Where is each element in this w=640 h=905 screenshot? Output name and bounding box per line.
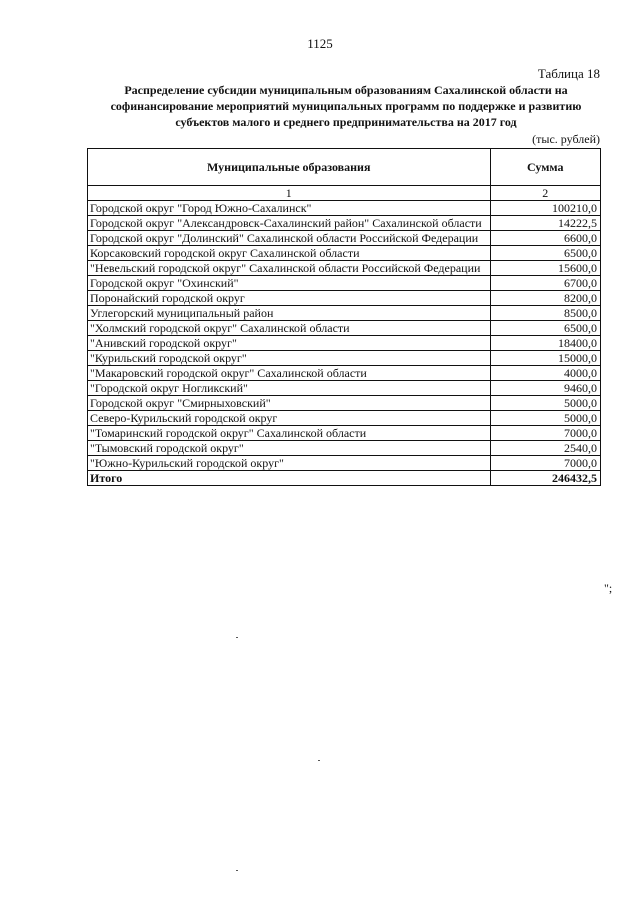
row-municipality: Северо-Курильский городской округ xyxy=(88,411,491,426)
column-number-row xyxy=(88,186,601,201)
row-municipality: Городской округ "Город Южно-Сахалинск" xyxy=(88,201,491,216)
table-row xyxy=(88,396,601,411)
row-amount: 6500,0 xyxy=(491,321,601,336)
row-amount: 6500,0 xyxy=(491,246,601,261)
row-amount: 7000,0 xyxy=(491,456,601,471)
table-row xyxy=(88,411,601,426)
row-amount: 5000,0 xyxy=(491,396,601,411)
row-municipality: Городской округ "Охинский" xyxy=(88,276,491,291)
subsidy-table xyxy=(87,148,601,486)
units-label: (тыс. рублей) xyxy=(532,132,600,146)
document-title: Распределение субсидии муниципальным образованиям Сахалинской области на софинансирование мероприятий муниципальных программ по поддержке и развитию субъектов малого и среднего предпринимательства на 2017 год xyxy=(110,83,582,129)
row-municipality: "Невельский городской округ" Сахалинской области Российской Федерации xyxy=(88,261,491,276)
scan-speck xyxy=(318,760,320,761)
row-amount: 15000,0 xyxy=(491,351,601,366)
table-row xyxy=(88,426,601,441)
table-row xyxy=(88,261,601,276)
scan-speck xyxy=(236,637,238,638)
row-amount: 5000,0 xyxy=(491,411,601,426)
table-label: Таблица 18 xyxy=(537,66,600,81)
row-amount: 6600,0 xyxy=(491,231,601,246)
table-row xyxy=(88,351,601,366)
table-row xyxy=(88,216,601,231)
row-municipality: Поронайский городской округ xyxy=(88,291,491,306)
table-row xyxy=(88,276,601,291)
row-municipality: Углегорский муниципальный район xyxy=(88,306,491,321)
row-municipality: "Анивский городской округ" xyxy=(88,336,491,351)
row-municipality: "Томаринский городской округ" Сахалинской области xyxy=(88,426,491,441)
row-amount: 4000,0 xyxy=(491,366,601,381)
scan-speck xyxy=(236,870,238,871)
row-amount: 8500,0 xyxy=(491,306,601,321)
table-row xyxy=(88,366,601,381)
row-municipality: "Курильский городской округ" xyxy=(88,351,491,366)
row-amount: 100210,0 xyxy=(491,201,601,216)
row-amount: 15600,0 xyxy=(491,261,601,276)
column-number-2: 2 xyxy=(491,186,601,201)
column-number-1: 1 xyxy=(88,186,491,201)
total-label: Итого xyxy=(88,471,491,486)
table-row xyxy=(88,231,601,246)
row-amount: 9460,0 xyxy=(491,381,601,396)
table-row xyxy=(88,456,601,471)
header-amount: Сумма xyxy=(491,149,601,186)
total-row xyxy=(88,471,601,486)
row-amount: 6700,0 xyxy=(491,276,601,291)
row-municipality: "Тымовский городской округ" xyxy=(88,441,491,456)
row-municipality: Городской округ "Смирныховский" xyxy=(88,396,491,411)
row-amount: 7000,0 xyxy=(491,426,601,441)
row-municipality: Городской округ "Долинский" Сахалинской области Российской Федерации xyxy=(88,231,491,246)
table-row xyxy=(88,381,601,396)
row-amount: 18400,0 xyxy=(491,336,601,351)
row-municipality: Корсаковский городской округ Сахалинской области xyxy=(88,246,491,261)
row-municipality: "Холмский городской округ" Сахалинской области xyxy=(88,321,491,336)
table-row xyxy=(88,336,601,351)
row-amount: 2540,0 xyxy=(491,441,601,456)
row-municipality: "Макаровский городской округ" Сахалинской области xyxy=(88,366,491,381)
table-row xyxy=(88,321,601,336)
row-municipality: Городской округ "Александровск-Сахалинский район" Сахалинской области xyxy=(88,216,491,231)
table-row xyxy=(88,441,601,456)
table-row xyxy=(88,291,601,306)
row-amount: 14222,5 xyxy=(491,216,601,231)
row-amount: 8200,0 xyxy=(491,291,601,306)
table-header-row xyxy=(88,149,601,186)
header-municipality: Муниципальные образования xyxy=(88,149,491,186)
row-municipality: "Городской округ Ногликский" xyxy=(88,381,491,396)
table-row xyxy=(88,306,601,321)
page-number: 1125 xyxy=(307,36,333,51)
row-municipality: "Южно-Курильский городской округ" xyxy=(88,456,491,471)
table-row xyxy=(88,246,601,261)
closing-quote-mark: "; xyxy=(604,581,613,595)
total-amount: 246432,5 xyxy=(491,471,601,486)
table-row xyxy=(88,201,601,216)
